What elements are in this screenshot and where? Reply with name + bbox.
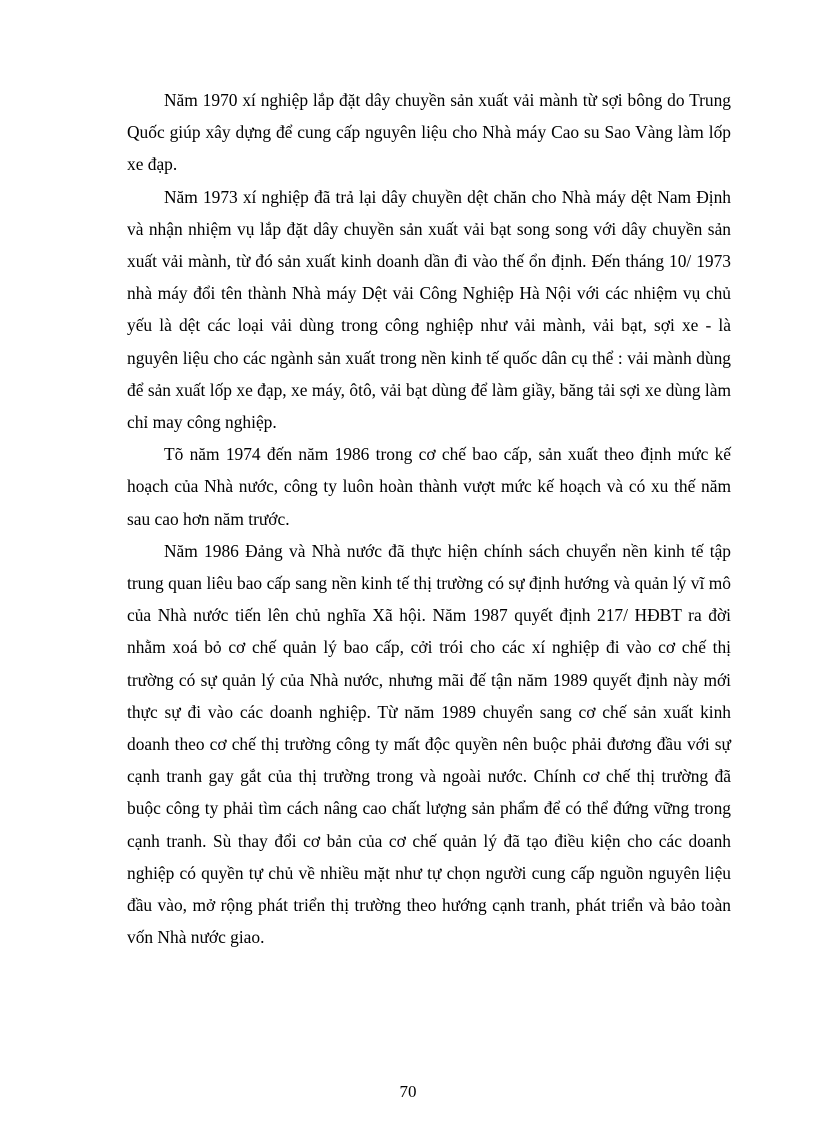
- paragraph-1970: Năm 1970 xí nghiệp lắp đặt dây chuyền sản xuất vải mành từ sợi bông do Trung Quốc giúp xây dựng để cung cấp nguyên liệu cho Nhà máy Cao su Sao Vàng làm lốp xe đạp.: [127, 90, 731, 175]
- body-text: [127, 84, 731, 953]
- page-number: 70: [399, 1082, 417, 1101]
- paragraph-1973: Năm 1973 xí nghiệp đã trả lại dây chuyền dệt chăn cho Nhà máy dệt Nam Định và nhận nhiệm vụ lắp đặt dây chuyền sản xuất vải bạt song song với dây chuyền sản xuất vải mành, từ đó sản xuất kinh doanh dần đi vào thế ổn định. Đến tháng 10/ 1973 nhà máy đổi tên thành Nhà máy Dệt vải Công Nghiệp Hà Nội với các nhiệm vụ chủ yếu là dệt các loại vải dùng trong công nghiệp như vải mành, vải bạt, sợi xe - là nguyên liệu cho các ngành sản xuất trong nền kinh tế quốc dân cụ thể : vải mành dùng để sản xuất lốp xe đạp, xe máy, ôtô, vải bạt dùng để làm giầy, băng tải sợi xe dùng làm chỉ may công nghiệp.: [127, 186, 731, 433]
- paragraph-1974-1986: Tõ năm 1974 đến năm 1986 trong cơ chế bao cấp, sản xuất theo định mức kế hoạch của Nhà nước, công ty luôn hoàn thành vượt mức kế hoạch và có xu thế năm sau cao hơn năm trước.: [127, 444, 731, 529]
- paragraph-1986: Năm 1986 Đảng và Nhà nước đã thực hiện chính sách chuyển nền kinh tế tập trung quan liêu bao cấp sang nền kinh tế thị trường có sự định hướng và quản lý vĩ mô của Nhà nước tiến lên chủ nghĩa Xã hội. Năm 1987 quyết định 217/ HĐBT ra đời nhằm xoá bỏ cơ chế quản lý bao cấp, cởi trói cho các xí nghiệp đi vào cơ chế thị trường có sự quản lý của Nhà nước, nhưng mãi đế tận năm 1989 quyết định này mới thực sự đi vào các doanh nghiệp. Từ năm 1989 chuyển sang cơ chế sản xuất kinh doanh theo cơ chế thị trường công ty mất độc quyền nên buộc phải đương đầu với sự cạnh tranh gay gắt của thị trường trong và ngoài nước. Chính cơ chế thị trường đã buộc công ty phải tìm cách nâng cao chất lượng sản phẩm để có thể đứng vững trong cạnh tranh. Sù thay đổi cơ bản của cơ chế quản lý đã tạo điều kiện cho các doanh nghiệp có quyền tự chủ về nhiều mặt như tự chọn người cung cấp nguồn nguyên liệu đầu vào, mở rộng phát triển thị trường theo hướng cạnh tranh, phát triển và bảo toàn vốn Nhà nước giao.: [127, 540, 731, 948]
